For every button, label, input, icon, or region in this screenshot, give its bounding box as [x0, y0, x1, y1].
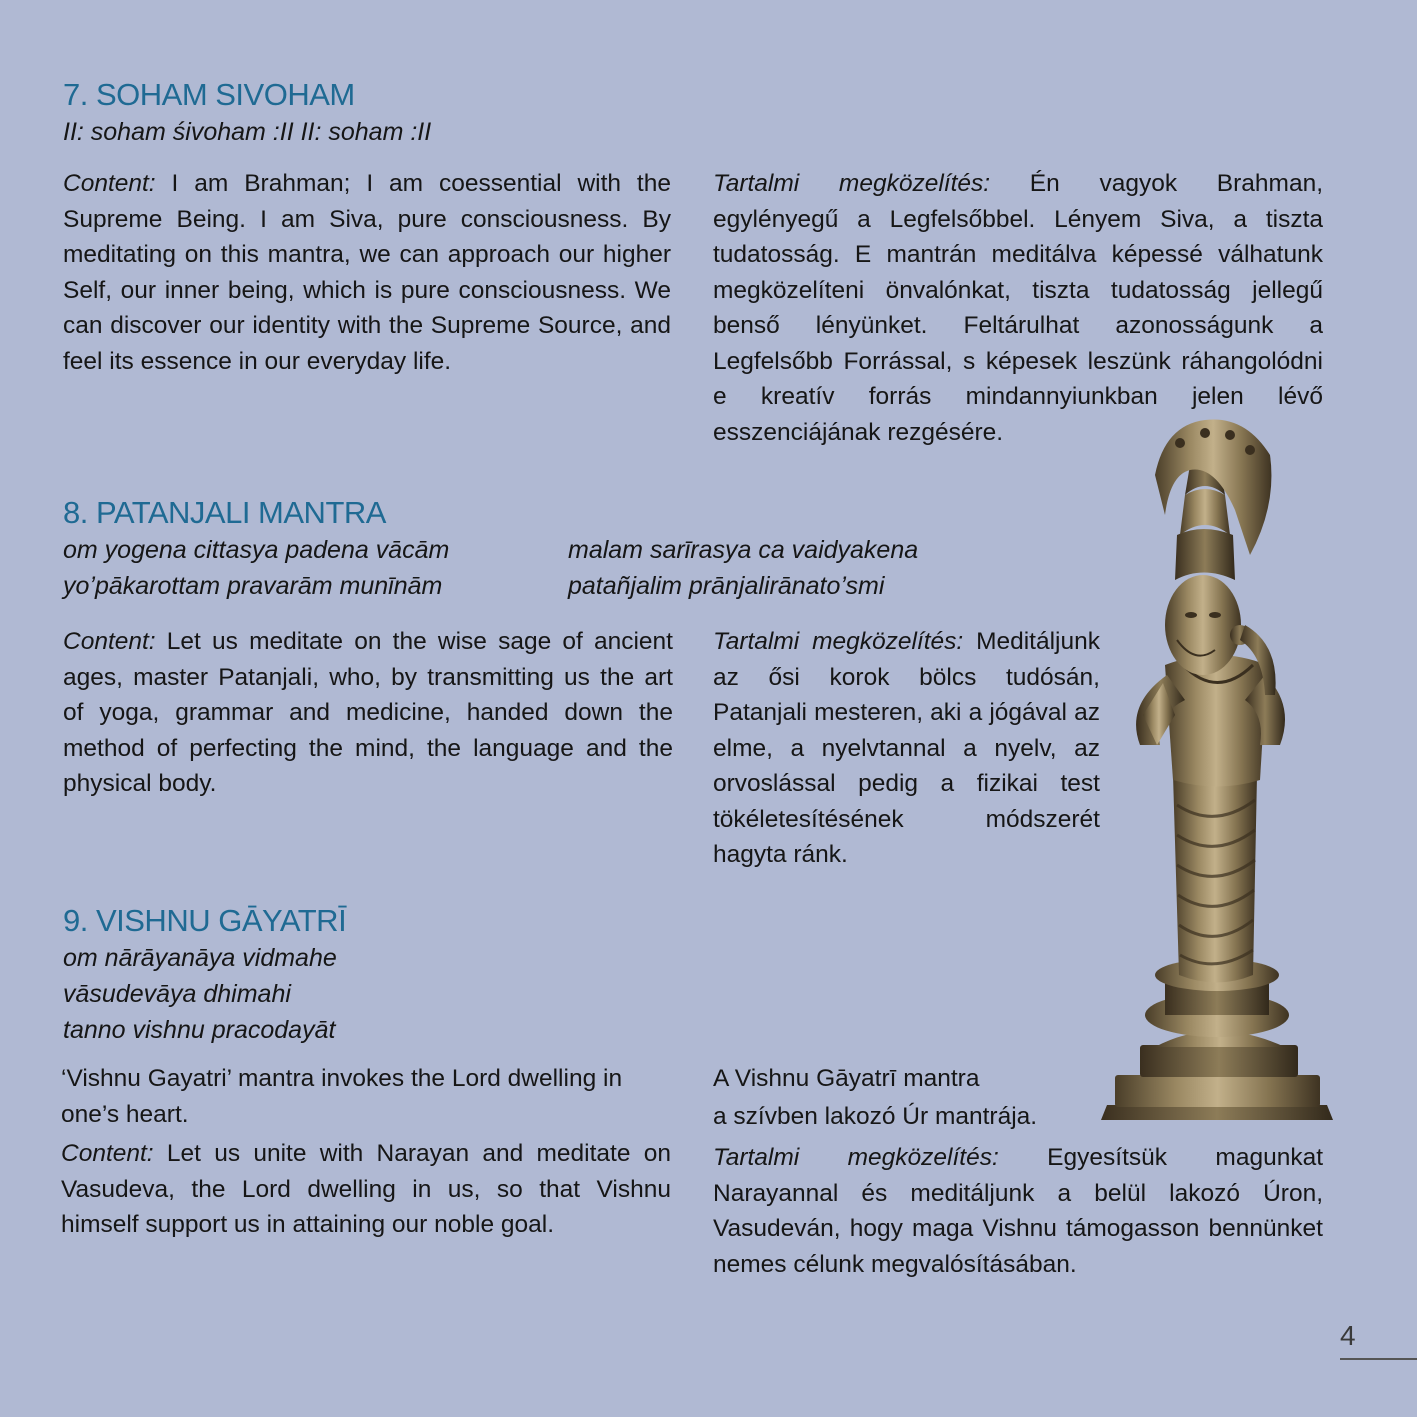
content-label: Content:	[63, 170, 156, 197]
content-label: Content:	[61, 1140, 154, 1167]
content-label: Tartalmi megközelítés:	[713, 170, 991, 197]
section-8-mantra-line-4: patañjalim prānjalirānato’smi	[568, 572, 885, 600]
content-text: Let us meditate on the wise sage of ancient ages, master Patanjali, who, by transmitting us the art of yoga, grammar and medicine, handed down the method of perfecting the mind, the language and the physical body.	[63, 628, 673, 797]
section-8-hungarian-content	[713, 624, 1100, 873]
section-9-hungarian-intro-1: A Vishnu Gāyatrī mantra	[713, 1065, 980, 1092]
section-7-mantra: II: soham śivoham :II II: soham :II	[63, 118, 432, 146]
patanjali-statue-image	[1095, 415, 1340, 1127]
page-number-underline	[1340, 1358, 1417, 1360]
content-label: Tartalmi megközelítés:	[713, 1144, 999, 1171]
section-9-heading: 9. VISHNU GĀYATRĪ	[63, 903, 347, 938]
content-text: Meditáljunk az ősi korok bölcs tudósán, Patanjali mesteren, aki a jógával az elme, a nyelvtannal a nyelv, az orvoslással pedig a fizikai test tökéletesítésének módszerét hagyta ránk.	[713, 628, 1101, 868]
content-text: Egyesítsük magunkat Narayannal és meditáljunk a belül lakozó Úron, Vasudeván, hogy maga Vishnu támogasson bennünket nemes célunk megvalósításában.	[713, 1144, 1323, 1278]
section-9-english-content	[61, 1136, 671, 1243]
content-label: Tartalmi megközelítés:	[713, 628, 964, 655]
section-7-hungarian-content	[713, 166, 1323, 450]
section-8-heading: 8. PATANJALI MANTRA	[63, 495, 386, 530]
content-text: I am Brahman; I am coessential with the Supreme Being. I am Siva, pure consciousness. By meditating on this mantra, we can approach our higher Self, our inner being, which is pure consciousness. We can discover our identity with the Supreme Source, and feel its essence in our everyday life.	[63, 170, 671, 375]
section-9-hungarian-content	[713, 1140, 1323, 1282]
section-9-mantra-line-2: vāsudevāya dhimahi	[63, 980, 291, 1008]
section-8-english-content	[63, 624, 673, 802]
page-number: 4	[1340, 1320, 1356, 1351]
content-text: Én vagyok Brahman, egylényegű a Legfelsőbbel. Lényem Siva, a tiszta tudatosság. E mantrán meditálva képessé válhatunk megközelíteni önvalónkat, tiszta tudatosság jellegű benső lényünket. Feltárulhat azonosságunk a Legfelsőbb Forrással, s képesek leszünk ráhangolódni e kreatív forrás mindannyiunkban jelen lévő esszenciájának rezgésére.	[713, 170, 1324, 446]
section-9-hungarian-intro-2: a szívben lakozó Úr mantrája.	[713, 1103, 1038, 1130]
content-text: Let us unite with Narayan and meditate on Vasudeva, the Lord dwelling in us, so that Vishnu himself support us in attaining our noble goal.	[61, 1140, 671, 1238]
section-8-mantra-line-2: yo’pākarottam pravarām munīnām	[63, 572, 443, 600]
section-9-english-intro: ‘Vishnu Gayatri’ mantra invokes the Lord dwelling in one’s heart.	[61, 1065, 623, 1128]
section-8-mantra-line-1: om yogena cittasya padena vācām	[63, 536, 450, 564]
section-9-mantra-line-3: tanno vishnu pracodayāt	[63, 1016, 336, 1044]
content-label: Content:	[63, 628, 156, 655]
section-7-english-content	[63, 166, 671, 379]
section-7-heading: 7. SOHAM SIVOHAM	[63, 77, 355, 112]
section-9-mantra-line-1: om nārāyanāya vidmahe	[63, 944, 337, 972]
section-8-mantra-line-3: malam sarīrasya ca vaidyakena	[568, 536, 919, 564]
